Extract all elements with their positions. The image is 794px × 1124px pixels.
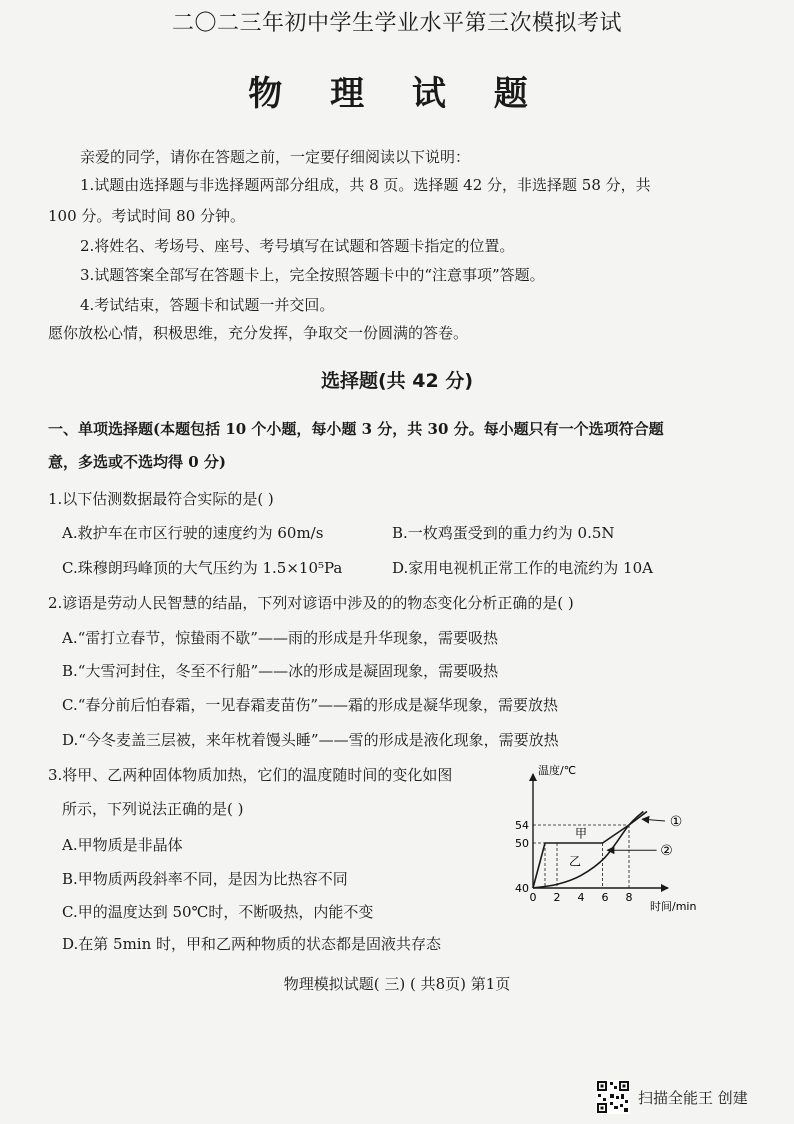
- exam-title: 二〇二三年初中学生学业水平第三次模拟考试: [171, 11, 622, 36]
- series-label-yi: 乙: [569, 854, 582, 869]
- series-label-jia: 甲: [575, 826, 588, 841]
- intro-greeting: 亲爱的同学，请你在答题之前，一定要仔细阅读以下说明：: [80, 148, 471, 166]
- question-2-stem: 2.谚语是劳动人民智慧的结晶，下列对谚语中涉及的的物态变化分析正确的是( ): [48, 594, 574, 612]
- page-footer: 物理模拟试题( 三) ( 共8页) 第1页: [283, 975, 511, 993]
- y-tick-label: 54: [515, 819, 529, 832]
- x-tick-label: 8: [625, 891, 633, 904]
- intro-wish: 愿你放松心情，积极思维，充分发挥，争取交一份圆满的答卷。: [48, 324, 469, 342]
- instruction-1-line2: 100 分。考试时间 80 分钟。: [48, 207, 246, 225]
- x-tick-label: 6: [601, 891, 609, 904]
- question-1-option-b: B.一枚鸡蛋受到的重力约为 0.5N: [392, 524, 615, 542]
- scanner-watermark: [596, 1080, 748, 1114]
- x-axis-label: 时间/min: [650, 900, 697, 913]
- question-3-option-c: C.甲的温度达到 50℃时，不断吸热，内能不变: [62, 903, 374, 921]
- callout-2-label: ②: [660, 843, 673, 860]
- question-3-stem-line2: 所示，下列说法正确的是( ): [62, 800, 244, 818]
- question-3-option-d: D.在第 5min 时，甲和乙两种物质的状态都是固液共存态: [62, 935, 442, 953]
- question-2-option-d: D.“今冬麦盖三层被，来年枕着馒头睡”——雪的形成是液化现象，需要放热: [62, 731, 559, 749]
- question-1-option-c: C.珠穆朗玛峰顶的大气压约为 1.5×10⁵Pa: [62, 559, 343, 577]
- part-title-line2: 意，多选或不选均得 0 分): [48, 453, 226, 471]
- question-2-option-b: B.“大雪河封住，冬至不行船”——冰的形成是凝固现象，需要吸热: [62, 662, 499, 680]
- callout-1-label: ①: [669, 813, 683, 830]
- y-tick-label: 50: [515, 837, 529, 850]
- part-title-line1: 一、单项选择题(本题包括 10 个小题，每小题 3 分，共 30 分。每小题只有一个选项符合题: [48, 420, 664, 438]
- x-tick-label: 0: [529, 891, 537, 904]
- question-1-stem: 1.以下估测数据最符合实际的是( ): [48, 490, 274, 508]
- y-axis-label: 温度/℃: [538, 764, 577, 777]
- section-title: 选择题(共 42 分): [320, 370, 474, 392]
- question-1-option-a: A.救护车在市区行驶的速度约为 60m/s: [62, 524, 324, 542]
- instruction-4: 4.考试结束，答题卡和试题一并交回。: [80, 296, 335, 314]
- temperature-time-graph: [500, 756, 725, 931]
- question-3-option-b: B.甲物质两段斜率不同，是因为比热容不同: [62, 870, 348, 888]
- instruction-1-line1: 1.试题由选择题与非选择题两部分组成，共 8 页。选择题 42 分，非选择题 58 分，共: [80, 176, 651, 194]
- question-2-option-a: A.“雷打立春节，惊蛰雨不歇”——雨的形成是升华现象，需要吸热: [62, 629, 498, 647]
- question-2-option-c: C.“春分前后怕春霜，一见春霜麦苗伤”——霜的形成是凝华现象，需要放热: [62, 696, 559, 714]
- y-tick-label: 40: [515, 882, 529, 895]
- callout-1-arrow: [642, 819, 665, 821]
- qr-code-icon: [596, 1080, 630, 1114]
- instruction-2: 2.将姓名、考场号、座号、考号填写在试题和答题卡指定的位置。: [80, 237, 515, 255]
- subject-title: 物 理 试 题: [248, 74, 546, 114]
- x-tick-label: 4: [577, 891, 585, 904]
- question-3-option-a: A.甲物质是非晶体: [62, 836, 183, 854]
- question-3-stem-line1: 3.将甲、乙两种固体物质加热，它们的温度随时间的变化如图: [48, 766, 453, 784]
- scanner-brand-text: 扫描全能王 创建: [638, 1088, 748, 1107]
- x-tick-label: 2: [553, 891, 561, 904]
- question-1-option-d: D.家用电视机正常工作的电流约为 10A: [392, 559, 653, 577]
- instruction-3: 3.试题答案全部写在答题卡上，完全按照答题卡中的“注意事项”答题。: [80, 266, 545, 284]
